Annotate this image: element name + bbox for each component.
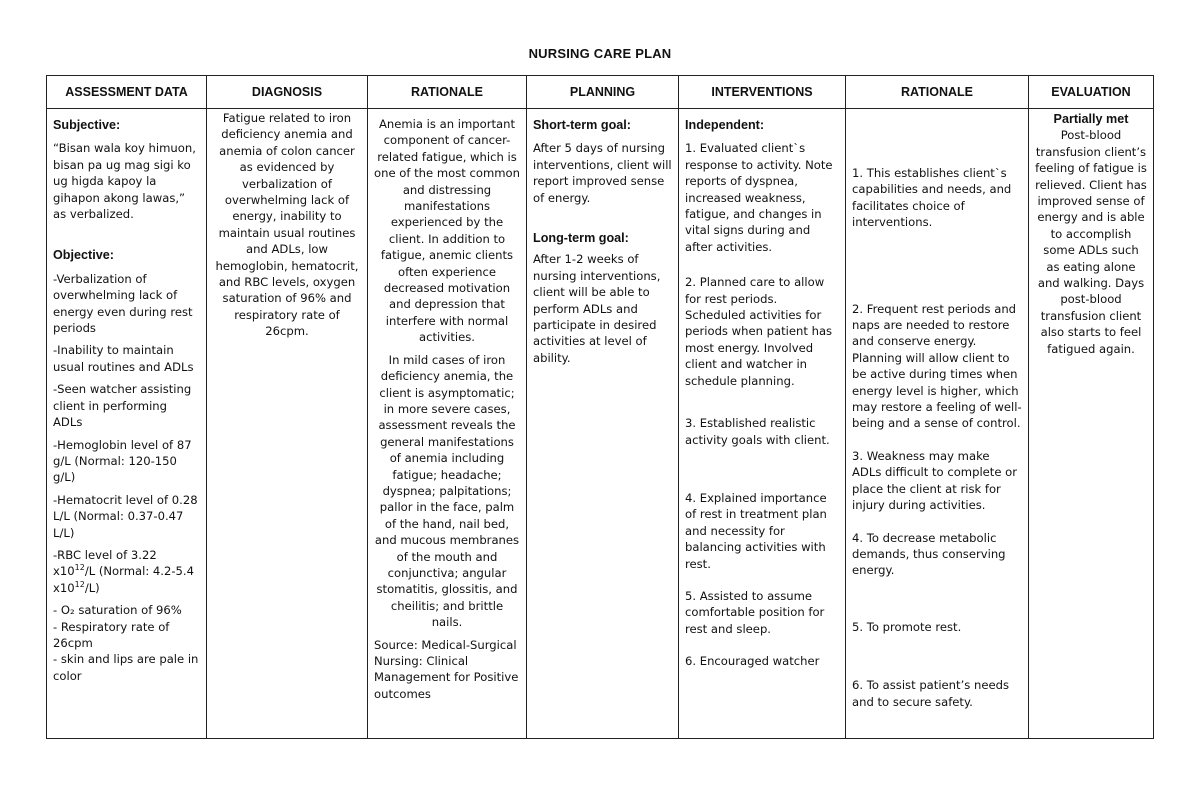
subjective-label: Subjective: <box>53 118 121 132</box>
content-row <box>47 109 1154 739</box>
objective-item: - skin and lips are pale in color <box>53 652 199 683</box>
intervention-item: 1. Evaluated client`s response to activity. Note reports of dyspnea, increased weakness, fatigue, and changes in vital signs during and after activities. <box>685 141 833 254</box>
objective-item: - O₂ saturation of 96% <box>53 603 182 618</box>
assessment-cell <box>47 109 207 739</box>
rationale-cell <box>368 109 527 739</box>
planning-cell <box>527 109 679 739</box>
header-evaluation: EVALUATION <box>1029 76 1154 109</box>
rationale-paragraph: Anemia is an important component of cancer-related fatigue, which is one of the most common and distressing manifestations experienced by the client. In addition to fatigue, anemic clients often experience decreased motivation and depression that interfere with normal activities. <box>374 117 520 345</box>
rbc-text-b: /L (Normal: 4.2-5.4 x10 <box>53 564 194 595</box>
independent-label: Independent: <box>685 118 765 132</box>
rbc-exponent: 12 <box>74 563 85 573</box>
intervention-item: 3. Established realistic activity goals with client. <box>685 416 830 447</box>
long-term-goal-text: After 1-2 weeks of nursing interventions, client will be able to perform ADLs and participate in desired activities at level of ability. <box>533 252 661 365</box>
header-row <box>47 76 1154 109</box>
objective-label: Objective: <box>53 248 114 263</box>
evaluation-cell <box>1029 109 1154 739</box>
header-diagnosis: DIAGNOSIS <box>207 76 368 109</box>
short-term-goal-label: Short-term goal: <box>533 118 631 132</box>
objective-item: -Hematocrit level of 0.28 L/L (Normal: 0.37-0.47 L/L) <box>53 492 198 540</box>
header-rationale-2: RATIONALE <box>846 76 1029 109</box>
rationale-item: 3. Weakness may make ADLs difficult to complete or place the client at risk for injury during activities. <box>852 448 1018 513</box>
objective-item: -Inability to maintain usual routines and ADLs <box>53 343 194 374</box>
evaluation-text: Post-blood transfusion client’s feeling of fatigue is relieved. Client has improved sense of energy and is able to accomplish some ADLs such as eating alone and walking. Days post-blood transfusion client also starts to feel fatigued again. <box>1035 128 1147 356</box>
objective-item: -Seen watcher assisting client in performing ADLs <box>53 382 192 430</box>
interventions-cell <box>679 109 846 739</box>
rbc-text-c: /L) <box>84 580 100 595</box>
header-planning: PLANNING <box>527 76 679 109</box>
intervention-item: 4. Explained importance of rest in treatment plan and necessity for balancing activities with rest. <box>685 490 827 571</box>
objective-item: - Respiratory rate of 26cpm <box>53 619 170 650</box>
rationale-item: 4. To decrease metabolic demands, thus conserving energy. <box>852 530 1006 578</box>
header-assessment-data: ASSESSMENT DATA <box>47 76 207 109</box>
rationale-item: 6. To assist patient’s needs and to secure safety. <box>852 678 1009 709</box>
objective-item <box>53 547 200 596</box>
page-title: NURSING CARE PLAN <box>528 46 672 61</box>
rationale-item: 1. This establishes client`s capabilities and needs, and facilitates choice of interventions. <box>852 166 1012 230</box>
header-interventions: INTERVENTIONS <box>679 76 846 109</box>
evaluation-status: Partially met <box>1053 112 1129 126</box>
rbc-text-a: -RBC level of 3.22 x10 <box>53 547 157 579</box>
rationale-2-cell <box>846 109 1029 739</box>
header-rationale: RATIONALE <box>368 76 527 109</box>
objective-item: -Verbalization of overwhelming lack of energy even during rest periods <box>53 271 193 336</box>
rationale-source: Source: Medical-Surgical Nursing: Clinical Management for Positive outcomes <box>374 637 519 701</box>
short-term-goal-text: After 5 days of nursing interventions, client will report improved sense of energy. <box>533 141 672 205</box>
diagnosis-text: Fatigue related to iron deficiency anemia and anemia of colon cancer as evidenced by verbalization of overwhelming lack of energy, inability to maintain usual routines and ADLs, low hemoglobin, hematocrit, and RBC levels, oxygen saturation of 96% and respiratory rate of 26cpm. <box>215 111 359 339</box>
long-term-goal-label: Long-term goal: <box>533 231 629 246</box>
intervention-item: 2. Planned care to allow for rest periods. Scheduled activities for periods when patient has most energy. Involved client and watcher in schedule planning. <box>685 275 833 388</box>
intervention-item: 5. Assisted to assume comfortable position for rest and sleep. <box>685 588 825 636</box>
intervention-item: 6. Encouraged watcher <box>685 654 820 669</box>
rationale-item: 5. To promote rest. <box>852 619 962 634</box>
objective-item: -Hemoglobin level of 87 g/L (Normal: 120-150 g/L) <box>53 437 192 485</box>
diagnosis-cell <box>207 109 368 739</box>
rationale-paragraph: In mild cases of iron deficiency anemia, the client is asymptomatic; in more severe cases, assessment reveals the general manifestations of anemia including fatigue; headache; dyspnea; palpitations; pallor in the face, palm of the hand, nail bed, and mucous membranes of the mouth and conjunctiva; angular stomatitis, glossitis, and cheilitis; and brittle nails. <box>374 352 520 630</box>
rationale-item: 2. Frequent rest periods and naps are needed to restore and conserve energy. Planning will allow client to be active during times when energy level is higher, which may restore a feeling of well-being and a sense of control. <box>852 301 1022 431</box>
care-plan-table <box>46 75 1154 739</box>
subjective-text: “Bisan wala koy himuon, bisan pa ug mag sigi ko ug higda kapoy la gihapon akong lawas,” as verbalized. <box>53 141 196 222</box>
rbc-exponent: 12 <box>74 579 85 589</box>
